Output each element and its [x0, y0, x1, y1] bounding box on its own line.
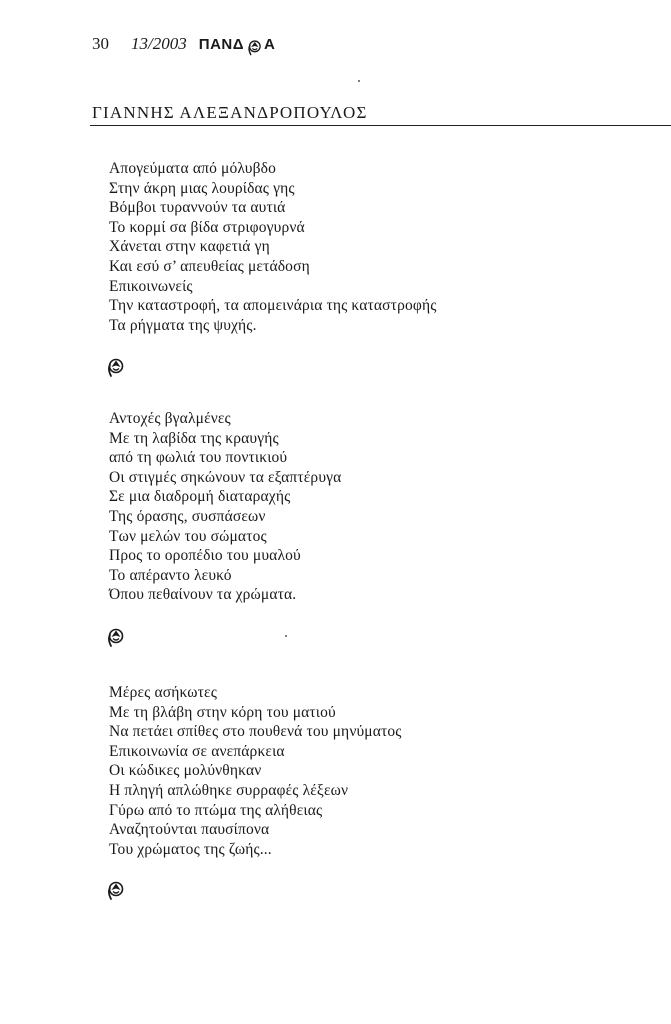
poem-line: Χάνεται στην καφετιά γη — [109, 238, 270, 256]
poem-line: Προς το οροπέδιο του μυαλού — [109, 547, 301, 565]
page-number: 30 — [92, 34, 109, 53]
poem-line: Του χρώματος της ζωής... — [109, 840, 272, 858]
poem-line: Στην άκρη μιας λουρίδας γης — [109, 179, 295, 197]
poem-stanza-3 — [109, 683, 402, 859]
poem-line: Οι κώδικες μολύνθηκαν — [109, 762, 262, 780]
magazine-title — [199, 36, 276, 54]
poem-line: από τη φωλιά του ποντικιού — [109, 449, 288, 467]
poem-line: Βόμβοι τυραννούν τα αυτιά — [109, 199, 286, 217]
poem-line: Όπου πεθαίνουν τα χρώματα. — [109, 586, 297, 604]
poem-line: Με τη λαβίδα της κραυγής — [109, 429, 279, 447]
poem-stanza-1 — [109, 159, 437, 335]
pandora-flower-icon — [105, 880, 125, 902]
poem-line: Των μελών του σώματος — [109, 527, 267, 545]
issue-number: 13/2003 — [131, 34, 187, 53]
magazine-title-suffix: Α — [264, 36, 276, 53]
poem-stanza-2 — [109, 409, 341, 605]
pandora-flower-icon — [105, 357, 125, 379]
poem-line: Το κορμί σα βίδα στριφογυρνά — [109, 218, 305, 236]
poem-line: Την καταστροφή, τα απομεινάρια της καταστροφής — [109, 297, 437, 315]
magazine-title-prefix: ΠΑΝΔ — [198, 36, 245, 53]
print-speck — [358, 80, 360, 82]
pandora-flower-icon — [245, 39, 263, 57]
poem-line: Επικοινωνείς — [109, 277, 193, 295]
poem-line: Το απέραντο λευκό — [109, 566, 232, 584]
poem-line: Μέρες ασήκωτες — [109, 684, 217, 701]
poem-line: Η πληγή απλώθηκε συρραφές λέξεων — [109, 781, 349, 799]
author-name: ΓΙΑΝΝΗΣ ΑΛΕΞΑΝΔΡΟΠΟΥΛΟΣ — [92, 103, 368, 122]
poem-line: Και εσύ σ’ απευθείας μετάδοση — [109, 257, 310, 275]
print-speck — [285, 635, 287, 637]
poem-line: Αντοχές βγαλμένες — [109, 410, 231, 427]
running-header — [92, 34, 275, 58]
poem-line: Να πετάει σπίθες στο πουθενά του μηνύματος — [109, 723, 402, 741]
poem-line: Τα ρήγματα της ψυχής. — [109, 316, 257, 334]
poem-line: Αναζητούνται παυσίπονα — [109, 821, 270, 839]
poem-line: Σε μια διαδρομή διαταραχής — [109, 488, 291, 506]
poem-line: Επικοινωνία σε ανεπάρκεια — [109, 742, 285, 760]
poem-line: Με τη βλάβη στην κόρη του ματιού — [109, 703, 336, 721]
poem-line: Οι στιγμές σηκώνουν τα εξαπτέρυγα — [109, 468, 342, 486]
poem-line: Της όρασης, συσπάσεων — [109, 507, 266, 525]
header-rule — [90, 125, 671, 126]
poem-line: Απογεύματα από μόλυβδο — [109, 160, 276, 177]
pandora-flower-icon — [105, 627, 125, 649]
poem-line: Γύρω από το πτώμα της αλήθειας — [109, 801, 323, 819]
